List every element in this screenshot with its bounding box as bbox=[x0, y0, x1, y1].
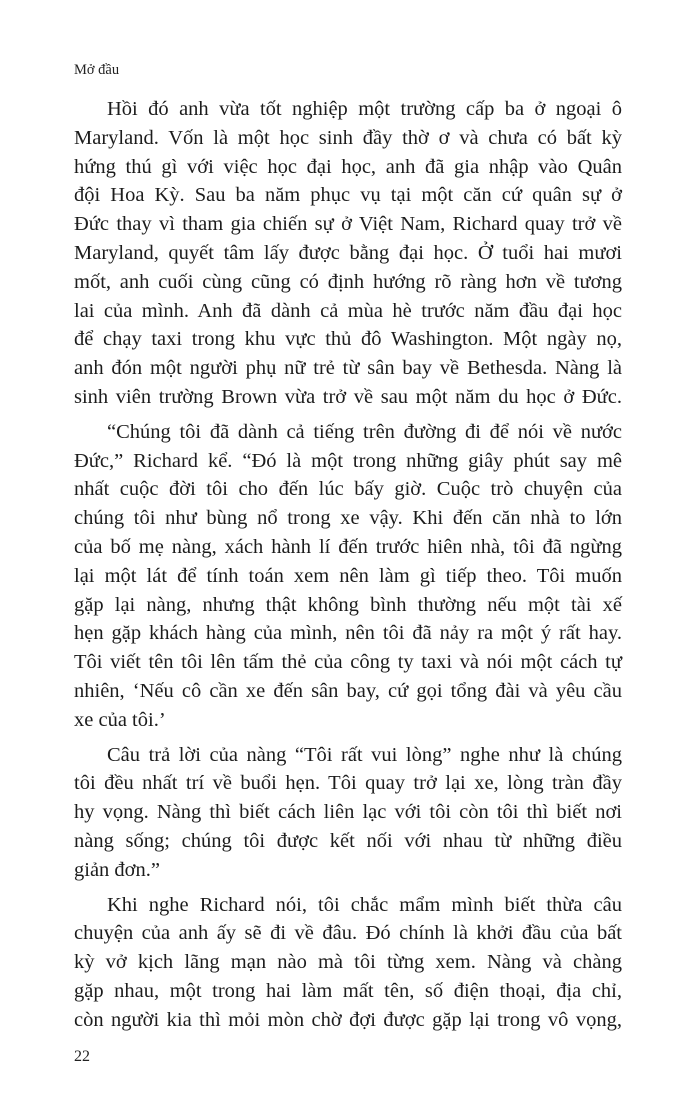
body-text bbox=[74, 95, 622, 1041]
text-line: hứng thú gì với việc học đại học, anh đã gia nhập vào Quân bbox=[74, 155, 622, 178]
paragraph bbox=[74, 418, 622, 735]
text-line: gặp nhau, một trong hai làm mất tên, số điện thoại, địa chỉ, bbox=[74, 979, 622, 1002]
text-line: tôi đều nhất trí về buổi hẹn. Tôi quay trở lại xe, lòng tràn đầy bbox=[74, 772, 622, 795]
text-line: để chạy taxi trong khu vực thủ đô Washington. Một ngày nọ, bbox=[74, 328, 622, 351]
text-line: hy vọng. Nàng thì biết cách liên lạc với tôi còn tôi thì biết nơi bbox=[74, 801, 622, 824]
text-line: sinh viên trường Brown vừa trở về sau một năm du học ở Đức. bbox=[74, 385, 622, 408]
text-line: gặp lại nàng, nhưng thật không bình thường nếu một tài xế bbox=[74, 593, 622, 616]
text-line: lại một lát để tính toán xem nên làm gì tiếp theo. Tôi muốn bbox=[74, 564, 622, 587]
text-line: anh đón một người phụ nữ trẻ từ sân bay về Bethesda. Nàng là bbox=[74, 357, 622, 380]
text-line: Đức,” Richard kể. “Đó là một trong những giây phút say mê bbox=[74, 449, 622, 472]
text-line: Maryland. Vốn là một học sinh đầy thờ ơ và chưa có bất kỳ bbox=[74, 126, 622, 149]
text-line: Hồi đó anh vừa tốt nghiệp một trường cấp ba ở ngoại ô bbox=[107, 98, 622, 120]
running-head-title: Mở đầu bbox=[74, 62, 120, 78]
page-number: 22 bbox=[74, 1048, 90, 1065]
text-line: Tôi viết tên tôi lên tấm thẻ của công ty taxi và nói một cách tự bbox=[74, 651, 622, 674]
text-line: Đức thay vì tham gia chiến sự ở Việt Nam, Richard quay trở về bbox=[74, 213, 622, 236]
text-line: kỳ vở kịch lãng mạn nào mà tôi từng xem. Nàng và chàng bbox=[74, 951, 622, 974]
text-line: “Chúng tôi đã dành cả tiếng trên đường đi để nói về nước bbox=[107, 420, 622, 443]
text-line: hẹn gặp khách hàng của mình, nên tôi đã nảy ra một ý rất hay. bbox=[74, 622, 622, 645]
text-line: nàng sống; chúng tôi được kết nối với nhau từ những điều bbox=[74, 829, 622, 852]
paragraph bbox=[74, 95, 622, 412]
text-line: lai của mình. Anh đã dành cả mùa hè trước năm đầu đại học bbox=[74, 299, 622, 322]
text-line: còn người kia thì mỏi mòn chờ đợi được gặp lại trong vô vọng, bbox=[74, 1008, 622, 1031]
text-line: mốt, anh cuối cùng cũng có định hướng rõ ràng hơn về tương bbox=[74, 270, 622, 293]
text-line: Maryland, quyết tâm lấy được bằng đại học. Ở tuổi hai mươi bbox=[74, 241, 622, 264]
paragraph bbox=[74, 741, 622, 885]
text-line: Khi nghe Richard nói, tôi chắc mẩm mình biết thừa câu bbox=[107, 893, 622, 916]
text-line: chúng tôi như bùng nổ trong xe vậy. Khi đến căn nhà to lớn bbox=[74, 507, 622, 530]
text-line: giản đơn.” bbox=[74, 858, 160, 881]
paragraph bbox=[74, 891, 622, 1035]
text-line: nhiên, ‘Nếu cô cần xe đến sân bay, cứ gọi tổng đài và yêu cầu bbox=[74, 679, 622, 702]
text-line: đội Hoa Kỳ. Sau ba năm phục vụ tại một căn cứ quân sự ở bbox=[74, 184, 622, 207]
text-line: chuyện của anh ấy sẽ đi về đâu. Đó chính là khởi đầu của bất bbox=[74, 922, 622, 945]
text-line: nhất cuộc đời tôi cho đến lúc bấy giờ. Cuộc trò chuyện của bbox=[74, 478, 622, 501]
text-line: xe của tôi.’ bbox=[74, 708, 166, 731]
text-line: của bố mẹ nàng, xách hành lí đến trước hiên nhà, tôi đã ngừng bbox=[74, 535, 622, 558]
text-line: Câu trả lời của nàng “Tôi rất vui lòng” nghe như là chúng bbox=[107, 743, 622, 766]
